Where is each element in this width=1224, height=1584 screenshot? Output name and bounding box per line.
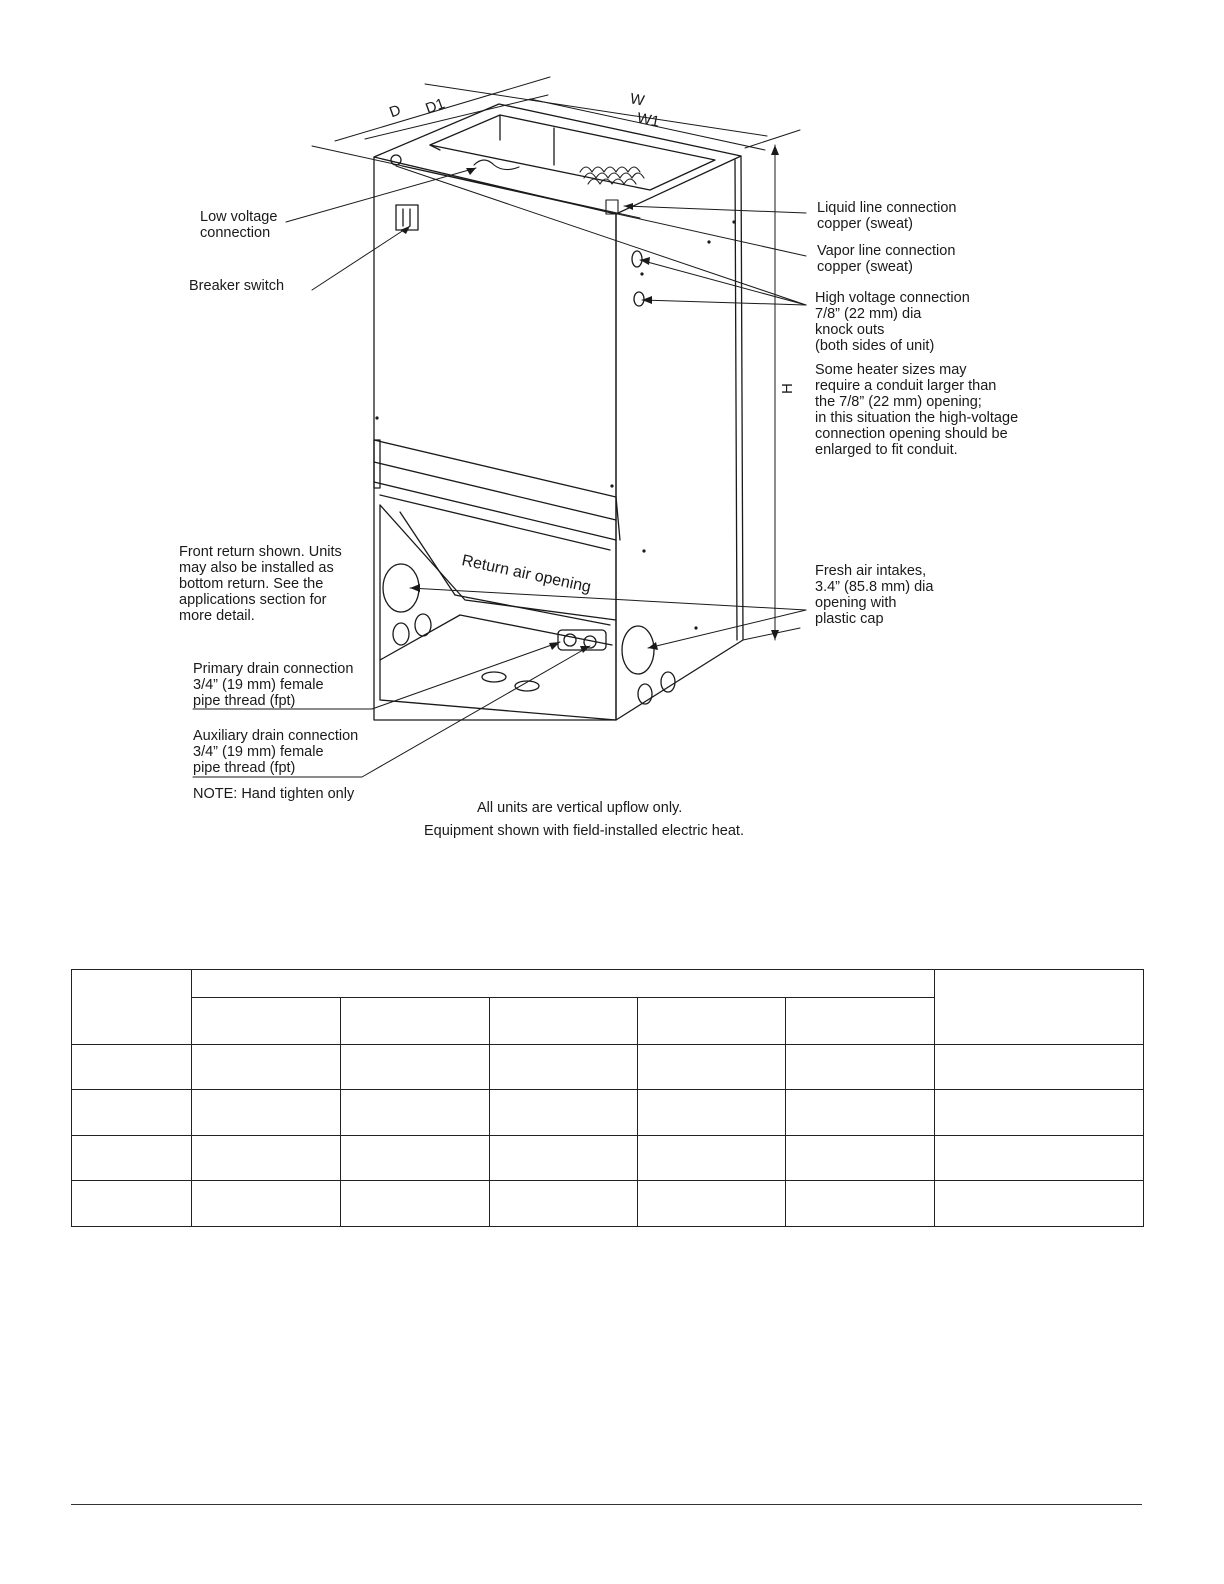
table-header-cell xyxy=(191,970,934,998)
callout-line: the 7/8” (22 mm) opening; xyxy=(815,394,982,410)
table-cell xyxy=(786,1090,935,1136)
table-cell xyxy=(638,1181,786,1227)
return-air-label: Return air opening xyxy=(460,552,593,597)
table-cell xyxy=(489,1090,638,1136)
table-header-cell xyxy=(489,998,638,1045)
arrowheads xyxy=(400,145,779,653)
dim-w-label: W xyxy=(628,90,646,110)
table-cell xyxy=(935,1181,1144,1227)
callout-line: Primary drain connection xyxy=(193,661,354,677)
table-cell xyxy=(489,1181,638,1227)
callout-line: bottom return. See the xyxy=(179,576,324,592)
callout-line: Auxiliary drain connection xyxy=(193,728,359,744)
callout-line: Vapor line connection xyxy=(817,243,956,259)
table-cell xyxy=(489,1136,638,1181)
table-cell xyxy=(638,1090,786,1136)
callout-breaker-switch xyxy=(189,278,284,294)
callout-fresh-air xyxy=(815,563,933,627)
table-cell xyxy=(786,1136,935,1181)
table-cell xyxy=(191,1090,340,1136)
callout-high-voltage xyxy=(815,290,970,354)
callout-front-return xyxy=(179,544,342,624)
table-cell xyxy=(340,1090,489,1136)
table-cell xyxy=(935,1136,1144,1181)
dim-d-label: D xyxy=(387,101,404,122)
table-cell xyxy=(72,1090,192,1136)
table-header-cell xyxy=(786,998,935,1045)
callout-line: Front return shown. Units xyxy=(179,544,342,560)
callout-line: may also be installed as xyxy=(179,560,334,576)
dim-w1-label: W1 xyxy=(635,109,661,131)
callout-line: enlarged to fit conduit. xyxy=(815,442,958,458)
caption-upflow: All units are vertical upflow only. xyxy=(477,800,683,816)
callout-line: Low voltage xyxy=(200,209,278,225)
footer-rule xyxy=(71,1504,1142,1505)
table-cell xyxy=(191,1181,340,1227)
table-cell xyxy=(340,1136,489,1181)
table-header-cell xyxy=(638,998,786,1045)
table-cell xyxy=(638,1136,786,1181)
table-row xyxy=(72,1090,1144,1136)
table-cell xyxy=(340,1045,489,1090)
callout-line: pipe thread (fpt) xyxy=(193,693,296,709)
callout-aux-drain xyxy=(193,728,358,776)
fresh-air-openings xyxy=(383,564,675,704)
table-row xyxy=(72,1136,1144,1181)
callout-low-voltage xyxy=(200,209,277,241)
callout-line: applications section for xyxy=(179,592,327,608)
callout-line: Fresh air intakes, xyxy=(815,563,927,579)
table-cell xyxy=(786,1045,935,1090)
callout-line: NOTE: Hand tighten only xyxy=(193,786,355,802)
callout-heater-note xyxy=(815,362,1030,458)
callout-line: more detail. xyxy=(179,608,255,624)
callout-line: connection opening should be xyxy=(815,426,1008,442)
callout-line: knock outs xyxy=(815,322,885,338)
table-cell xyxy=(935,1090,1144,1136)
callout-line: 3/4” (19 mm) female xyxy=(193,677,324,693)
callout-line: 3.4” (85.8 mm) dia xyxy=(815,579,934,595)
table-cell xyxy=(72,1181,192,1227)
dim-d1-label: D1 xyxy=(423,95,448,118)
table-row xyxy=(72,1045,1144,1090)
dimension-lines xyxy=(312,77,800,640)
callout-line: require a conduit larger than xyxy=(815,378,997,394)
table-header-cell xyxy=(935,970,1144,1045)
cabinet-outline xyxy=(374,104,743,720)
callout-line: 7/8” (22 mm) dia xyxy=(815,306,922,322)
table-cell xyxy=(935,1045,1144,1090)
table-cell xyxy=(72,1045,192,1090)
callout-line: Liquid line connection xyxy=(817,200,957,216)
dim-h-label: H xyxy=(779,383,796,394)
callout-line: in this situation the high-voltage xyxy=(815,410,1019,426)
table-cell xyxy=(72,1136,192,1181)
table-cell xyxy=(786,1181,935,1227)
table-cell xyxy=(340,1181,489,1227)
table-cell xyxy=(191,1045,340,1090)
callout-line: (both sides of unit) xyxy=(815,338,935,354)
table-header-cell xyxy=(72,970,192,1045)
callout-line: connection xyxy=(200,225,271,241)
callout-line: Breaker switch xyxy=(189,278,285,294)
callout-line: 3/4” (19 mm) female xyxy=(193,744,324,760)
callout-vapor-line xyxy=(817,243,955,275)
callout-line: High voltage connection xyxy=(815,290,970,306)
caption-electric-heat: Equipment shown with field-installed electric heat. xyxy=(424,823,744,839)
table-cell xyxy=(191,1136,340,1181)
table-row xyxy=(72,1181,1144,1227)
callout-line: Some heater sizes may xyxy=(815,362,967,378)
dimension-table xyxy=(71,969,1144,1227)
table-header-row xyxy=(72,970,1144,998)
table-cell xyxy=(638,1045,786,1090)
callout-line: opening with xyxy=(815,595,897,611)
table-header-cell xyxy=(340,998,489,1045)
table-cell xyxy=(489,1045,638,1090)
callout-line: pipe thread (fpt) xyxy=(193,760,296,776)
callout-line: copper (sweat) xyxy=(817,216,913,232)
callout-line: copper (sweat) xyxy=(817,259,913,275)
callout-note xyxy=(193,786,354,802)
table-header-cell xyxy=(191,998,340,1045)
callout-line: plastic cap xyxy=(815,611,884,627)
screws xyxy=(375,220,735,629)
callout-liquid-line xyxy=(817,200,956,232)
breaker-switch-shape xyxy=(396,205,418,230)
callout-primary-drain xyxy=(193,661,353,709)
